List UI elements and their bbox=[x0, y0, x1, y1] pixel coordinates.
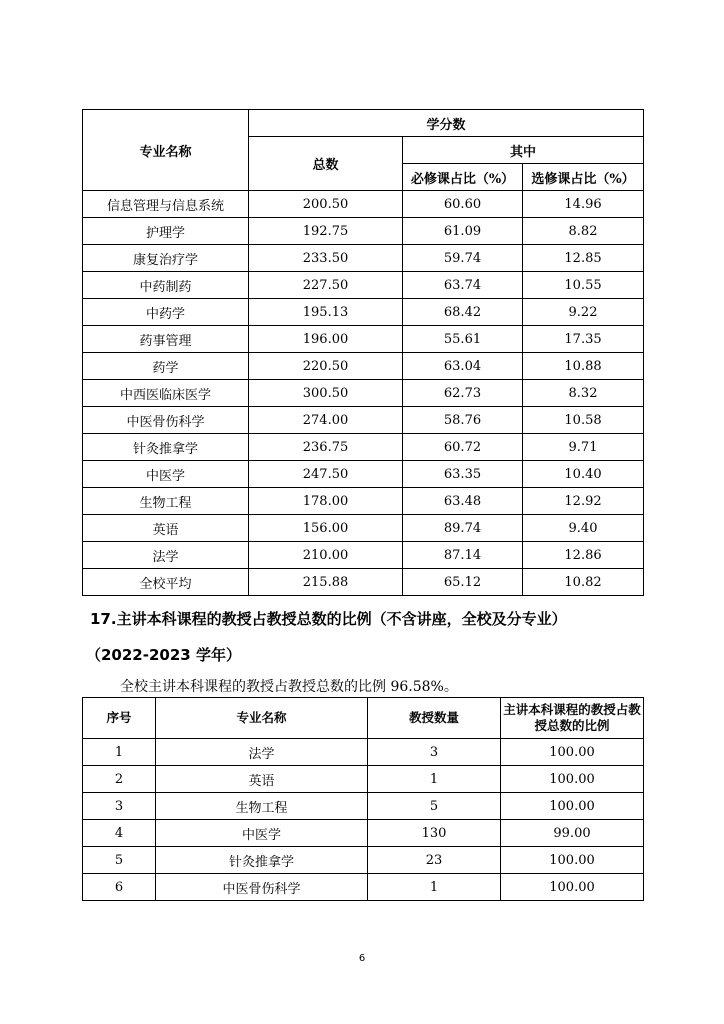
cell-required: 63.48 bbox=[403, 488, 523, 515]
header-major: 专业名称 bbox=[156, 698, 368, 739]
table-row bbox=[83, 272, 644, 299]
page-number: 6 bbox=[358, 953, 366, 964]
cell-major: 生物工程 bbox=[83, 488, 249, 515]
table-row bbox=[83, 434, 644, 461]
cell-count: 1 bbox=[368, 874, 501, 901]
cell-major: 信息管理与信息系统 bbox=[83, 191, 249, 218]
cell-elective: 9.22 bbox=[523, 299, 644, 326]
cell-required: 87.14 bbox=[403, 542, 523, 569]
cell-elective: 9.40 bbox=[523, 515, 644, 542]
table-row bbox=[83, 820, 644, 847]
cell-total: 247.50 bbox=[249, 461, 403, 488]
header-credits: 学分数 bbox=[249, 110, 644, 137]
table-row bbox=[83, 191, 644, 218]
table-row bbox=[83, 488, 644, 515]
table-row bbox=[83, 793, 644, 820]
cell-no: 4 bbox=[83, 820, 156, 847]
table-row bbox=[83, 218, 644, 245]
cell-total: 215.88 bbox=[249, 569, 403, 596]
cell-elective: 10.58 bbox=[523, 407, 644, 434]
cell-total: 195.13 bbox=[249, 299, 403, 326]
cell-no: 2 bbox=[83, 766, 156, 793]
header-major: 专业名称 bbox=[83, 110, 249, 191]
cell-elective: 12.92 bbox=[523, 488, 644, 515]
cell-elective: 10.55 bbox=[523, 272, 644, 299]
cell-required: 89.74 bbox=[403, 515, 523, 542]
table-row bbox=[83, 515, 644, 542]
cell-required: 63.35 bbox=[403, 461, 523, 488]
cell-major: 法学 bbox=[156, 739, 368, 766]
cell-ratio: 99.00 bbox=[501, 820, 644, 847]
table-row bbox=[83, 326, 644, 353]
cell-total: 233.50 bbox=[249, 245, 403, 272]
cell-major: 中西医临床医学 bbox=[83, 380, 249, 407]
header-required: 必修课占比（%） bbox=[403, 164, 523, 191]
cell-elective: 10.88 bbox=[523, 353, 644, 380]
table-row bbox=[83, 299, 644, 326]
table-row bbox=[83, 407, 644, 434]
credits-table-body bbox=[83, 191, 644, 596]
cell-no: 1 bbox=[83, 739, 156, 766]
cell-no: 6 bbox=[83, 874, 156, 901]
cell-major: 药事管理 bbox=[83, 326, 249, 353]
professor-table-body bbox=[83, 739, 644, 901]
cell-ratio: 100.00 bbox=[501, 793, 644, 820]
cell-major: 中药制药 bbox=[83, 272, 249, 299]
cell-elective: 12.85 bbox=[523, 245, 644, 272]
cell-total: 210.00 bbox=[249, 542, 403, 569]
cell-required: 61.09 bbox=[403, 218, 523, 245]
cell-count: 23 bbox=[368, 847, 501, 874]
table-row bbox=[83, 569, 644, 596]
section-17-title: 17.主讲本科课程的教授占教授总数的比例（不含讲座，全校及分专业） bbox=[90, 610, 567, 628]
header-total: 总数 bbox=[249, 137, 403, 191]
table-row bbox=[83, 380, 644, 407]
cell-required: 55.61 bbox=[403, 326, 523, 353]
section-17-summary: 全校主讲本科课程的教授占教授总数的比例 96.58%。 bbox=[120, 679, 458, 695]
cell-total: 236.75 bbox=[249, 434, 403, 461]
cell-major: 生物工程 bbox=[156, 793, 368, 820]
cell-major: 中医学 bbox=[156, 820, 368, 847]
cell-no: 5 bbox=[83, 847, 156, 874]
credits-table bbox=[82, 109, 644, 596]
cell-major: 英语 bbox=[156, 766, 368, 793]
cell-elective: 10.82 bbox=[523, 569, 644, 596]
cell-required: 65.12 bbox=[403, 569, 523, 596]
cell-elective: 17.35 bbox=[523, 326, 644, 353]
cell-ratio: 100.00 bbox=[501, 739, 644, 766]
cell-count: 3 bbox=[368, 739, 501, 766]
cell-major: 英语 bbox=[83, 515, 249, 542]
header-among: 其中 bbox=[403, 137, 644, 164]
cell-no: 3 bbox=[83, 793, 156, 820]
cell-elective: 10.40 bbox=[523, 461, 644, 488]
cell-required: 68.42 bbox=[403, 299, 523, 326]
cell-major: 法学 bbox=[83, 542, 249, 569]
table-row bbox=[83, 353, 644, 380]
cell-required: 63.04 bbox=[403, 353, 523, 380]
cell-elective: 8.32 bbox=[523, 380, 644, 407]
header-elective: 选修课占比（%） bbox=[523, 164, 644, 191]
cell-required: 62.73 bbox=[403, 380, 523, 407]
header-no: 序号 bbox=[83, 698, 156, 739]
table-row bbox=[83, 874, 644, 901]
cell-total: 196.00 bbox=[249, 326, 403, 353]
cell-elective: 12.86 bbox=[523, 542, 644, 569]
cell-count: 130 bbox=[368, 820, 501, 847]
cell-major: 中医骨伤科学 bbox=[156, 874, 368, 901]
cell-count: 1 bbox=[368, 766, 501, 793]
cell-elective: 8.82 bbox=[523, 218, 644, 245]
cell-elective: 9.71 bbox=[523, 434, 644, 461]
cell-major: 中医学 bbox=[83, 461, 249, 488]
cell-required: 58.76 bbox=[403, 407, 523, 434]
cell-total: 227.50 bbox=[249, 272, 403, 299]
cell-total: 200.50 bbox=[249, 191, 403, 218]
table-row bbox=[83, 542, 644, 569]
table-row bbox=[83, 461, 644, 488]
table-row bbox=[83, 847, 644, 874]
table-row bbox=[83, 245, 644, 272]
cell-major: 针灸推拿学 bbox=[156, 847, 368, 874]
cell-total: 178.00 bbox=[249, 488, 403, 515]
section-17-year: （2022-2023 学年） bbox=[86, 646, 241, 664]
cell-ratio: 100.00 bbox=[501, 847, 644, 874]
cell-major: 中医骨伤科学 bbox=[83, 407, 249, 434]
cell-major: 护理学 bbox=[83, 218, 249, 245]
header-ratio: 主讲本科课程的教授占教授总数的比例 bbox=[501, 698, 644, 739]
cell-major: 康复治疗学 bbox=[83, 245, 249, 272]
cell-elective: 14.96 bbox=[523, 191, 644, 218]
cell-total: 300.50 bbox=[249, 380, 403, 407]
cell-major: 药学 bbox=[83, 353, 249, 380]
cell-total: 156.00 bbox=[249, 515, 403, 542]
table-row bbox=[83, 739, 644, 766]
cell-required: 60.72 bbox=[403, 434, 523, 461]
header-count: 教授数量 bbox=[368, 698, 501, 739]
cell-required: 60.60 bbox=[403, 191, 523, 218]
cell-ratio: 100.00 bbox=[501, 766, 644, 793]
cell-required: 63.74 bbox=[403, 272, 523, 299]
cell-ratio: 100.00 bbox=[501, 874, 644, 901]
professor-table bbox=[82, 697, 644, 901]
cell-total: 274.00 bbox=[249, 407, 403, 434]
cell-count: 5 bbox=[368, 793, 501, 820]
cell-major: 针灸推拿学 bbox=[83, 434, 249, 461]
table-row bbox=[83, 766, 644, 793]
cell-total: 192.75 bbox=[249, 218, 403, 245]
cell-total: 220.50 bbox=[249, 353, 403, 380]
cell-major: 全校平均 bbox=[83, 569, 249, 596]
cell-major: 中药学 bbox=[83, 299, 249, 326]
cell-required: 59.74 bbox=[403, 245, 523, 272]
